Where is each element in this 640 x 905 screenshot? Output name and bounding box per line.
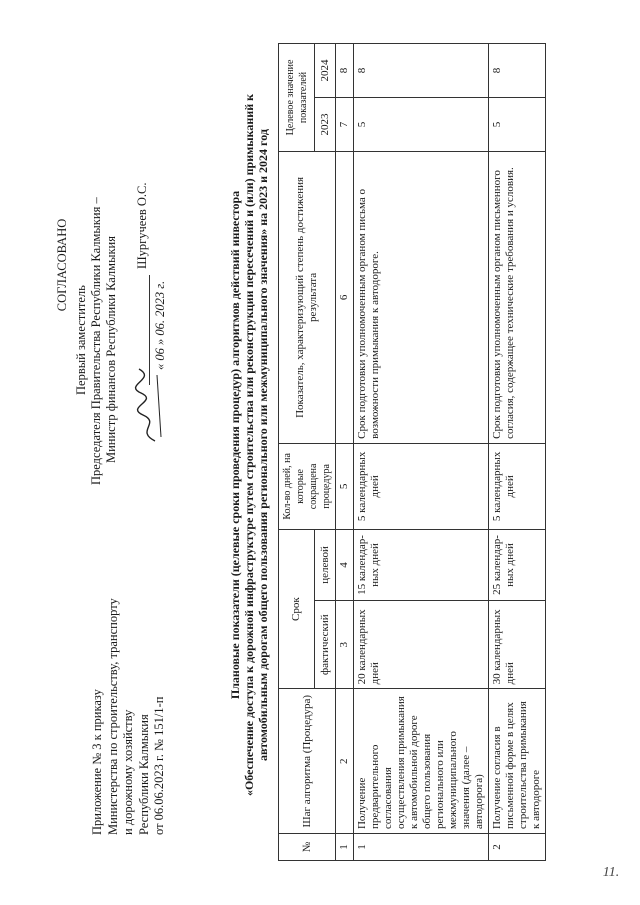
appendix-line: от 06.06.2023 г. № 151/1-п bbox=[152, 696, 166, 835]
plan-table bbox=[278, 43, 546, 861]
header-2024: 2024 bbox=[315, 44, 336, 98]
approval-line: Министр финансов Республики Калмыкия bbox=[104, 236, 118, 463]
column-number-row bbox=[336, 44, 354, 861]
approval-block bbox=[55, 45, 165, 485]
approval-heading: СОГЛАСОВАНО bbox=[55, 218, 69, 312]
row-2023: 5 bbox=[354, 98, 489, 152]
header-step: Шаг алгоритма (Процедура) bbox=[279, 689, 336, 834]
title-line: «Обеспечение доступа к дорожной инфраструктуре путем строительства или реконструкции пересечений и (или) примыканий к bbox=[242, 93, 256, 797]
row-indicator: Срок подготовки уполномоченным органом письменного согласия, содержащее технические требования и условия. bbox=[489, 151, 546, 443]
col-number: 5 bbox=[336, 443, 354, 529]
col-number: 2 bbox=[336, 689, 354, 834]
appendix-line: и дорожному хозяйству bbox=[121, 709, 135, 835]
approval-line: Первый заместитель bbox=[74, 285, 88, 395]
title-line: Плановые показатели (целевые сроки проведения процедур) алгоритмов действий инвестора bbox=[228, 190, 242, 700]
header-2023: 2023 bbox=[315, 98, 336, 152]
header-actual: фактический bbox=[315, 601, 336, 689]
header-term: Срок bbox=[279, 529, 315, 688]
header-indicator: Показатель, характеризующий степень достижения результата bbox=[279, 151, 336, 443]
row-target: 15 календар-ных дней bbox=[354, 529, 489, 600]
header-target: целевой bbox=[315, 529, 336, 600]
header-num: № bbox=[279, 834, 336, 861]
signer-name: Шургучеев О.С. bbox=[135, 182, 149, 269]
header-days: Кол-во дней, на которые сокращена процедура bbox=[279, 443, 336, 529]
row-actual: 30 календарных дней bbox=[489, 601, 546, 689]
col-number: 1 bbox=[336, 834, 354, 861]
header-target-value: Целевое значение показателей bbox=[279, 44, 315, 152]
approval-line: Председателя Правительства Республики Калмыкия – bbox=[89, 197, 103, 485]
row-actual: 20 календарных дней bbox=[354, 601, 489, 689]
page-number: 11. bbox=[602, 864, 620, 880]
signature-line bbox=[149, 275, 150, 385]
appendix-block bbox=[90, 598, 168, 835]
signature-area bbox=[131, 45, 165, 485]
table-row bbox=[489, 44, 546, 861]
row-step: Получение согласия в письменной форме в целях строительства примыкания к автодороге bbox=[489, 689, 546, 834]
document-title bbox=[228, 45, 270, 845]
appendix-line: Приложение № 3 к приказу bbox=[90, 689, 104, 835]
row-step: Получение предварительного согласования осуществления примыкания к автомобильной дороге общего пользования регионального или межмуниципального значения (далее – автодорога) bbox=[354, 689, 489, 834]
row-2023: 5 bbox=[489, 98, 546, 152]
row-2024: 8 bbox=[489, 44, 546, 98]
col-number: 4 bbox=[336, 529, 354, 600]
appendix-line: Республики Калмыкия bbox=[136, 714, 151, 835]
col-number: 8 bbox=[336, 44, 354, 98]
row-num: 1 bbox=[354, 834, 489, 861]
handwritten-signature bbox=[131, 365, 165, 445]
title-line: автомобильным дорогам общего пользования регионального или межмуниципального значения» на 2023 и 2024 год bbox=[256, 129, 270, 761]
col-number: 3 bbox=[336, 601, 354, 689]
row-days: 5 календарных дней bbox=[354, 443, 489, 529]
row-indicator: Срок подготовки уполномоченным органом письма о возможности примыкания к автодороге. bbox=[354, 151, 489, 443]
table-row bbox=[354, 44, 489, 861]
approval-date: « 06 » 06. 2023 г. bbox=[153, 280, 167, 370]
col-number: 7 bbox=[336, 98, 354, 152]
row-days: 5 календарных дней bbox=[489, 443, 546, 529]
row-2024: 8 bbox=[354, 44, 489, 98]
appendix-line: Министерства по строительству, транспорту bbox=[105, 598, 120, 835]
col-number: 6 bbox=[336, 151, 354, 443]
row-target: 25 календар-ных дней bbox=[489, 529, 546, 600]
row-num: 2 bbox=[489, 834, 546, 861]
